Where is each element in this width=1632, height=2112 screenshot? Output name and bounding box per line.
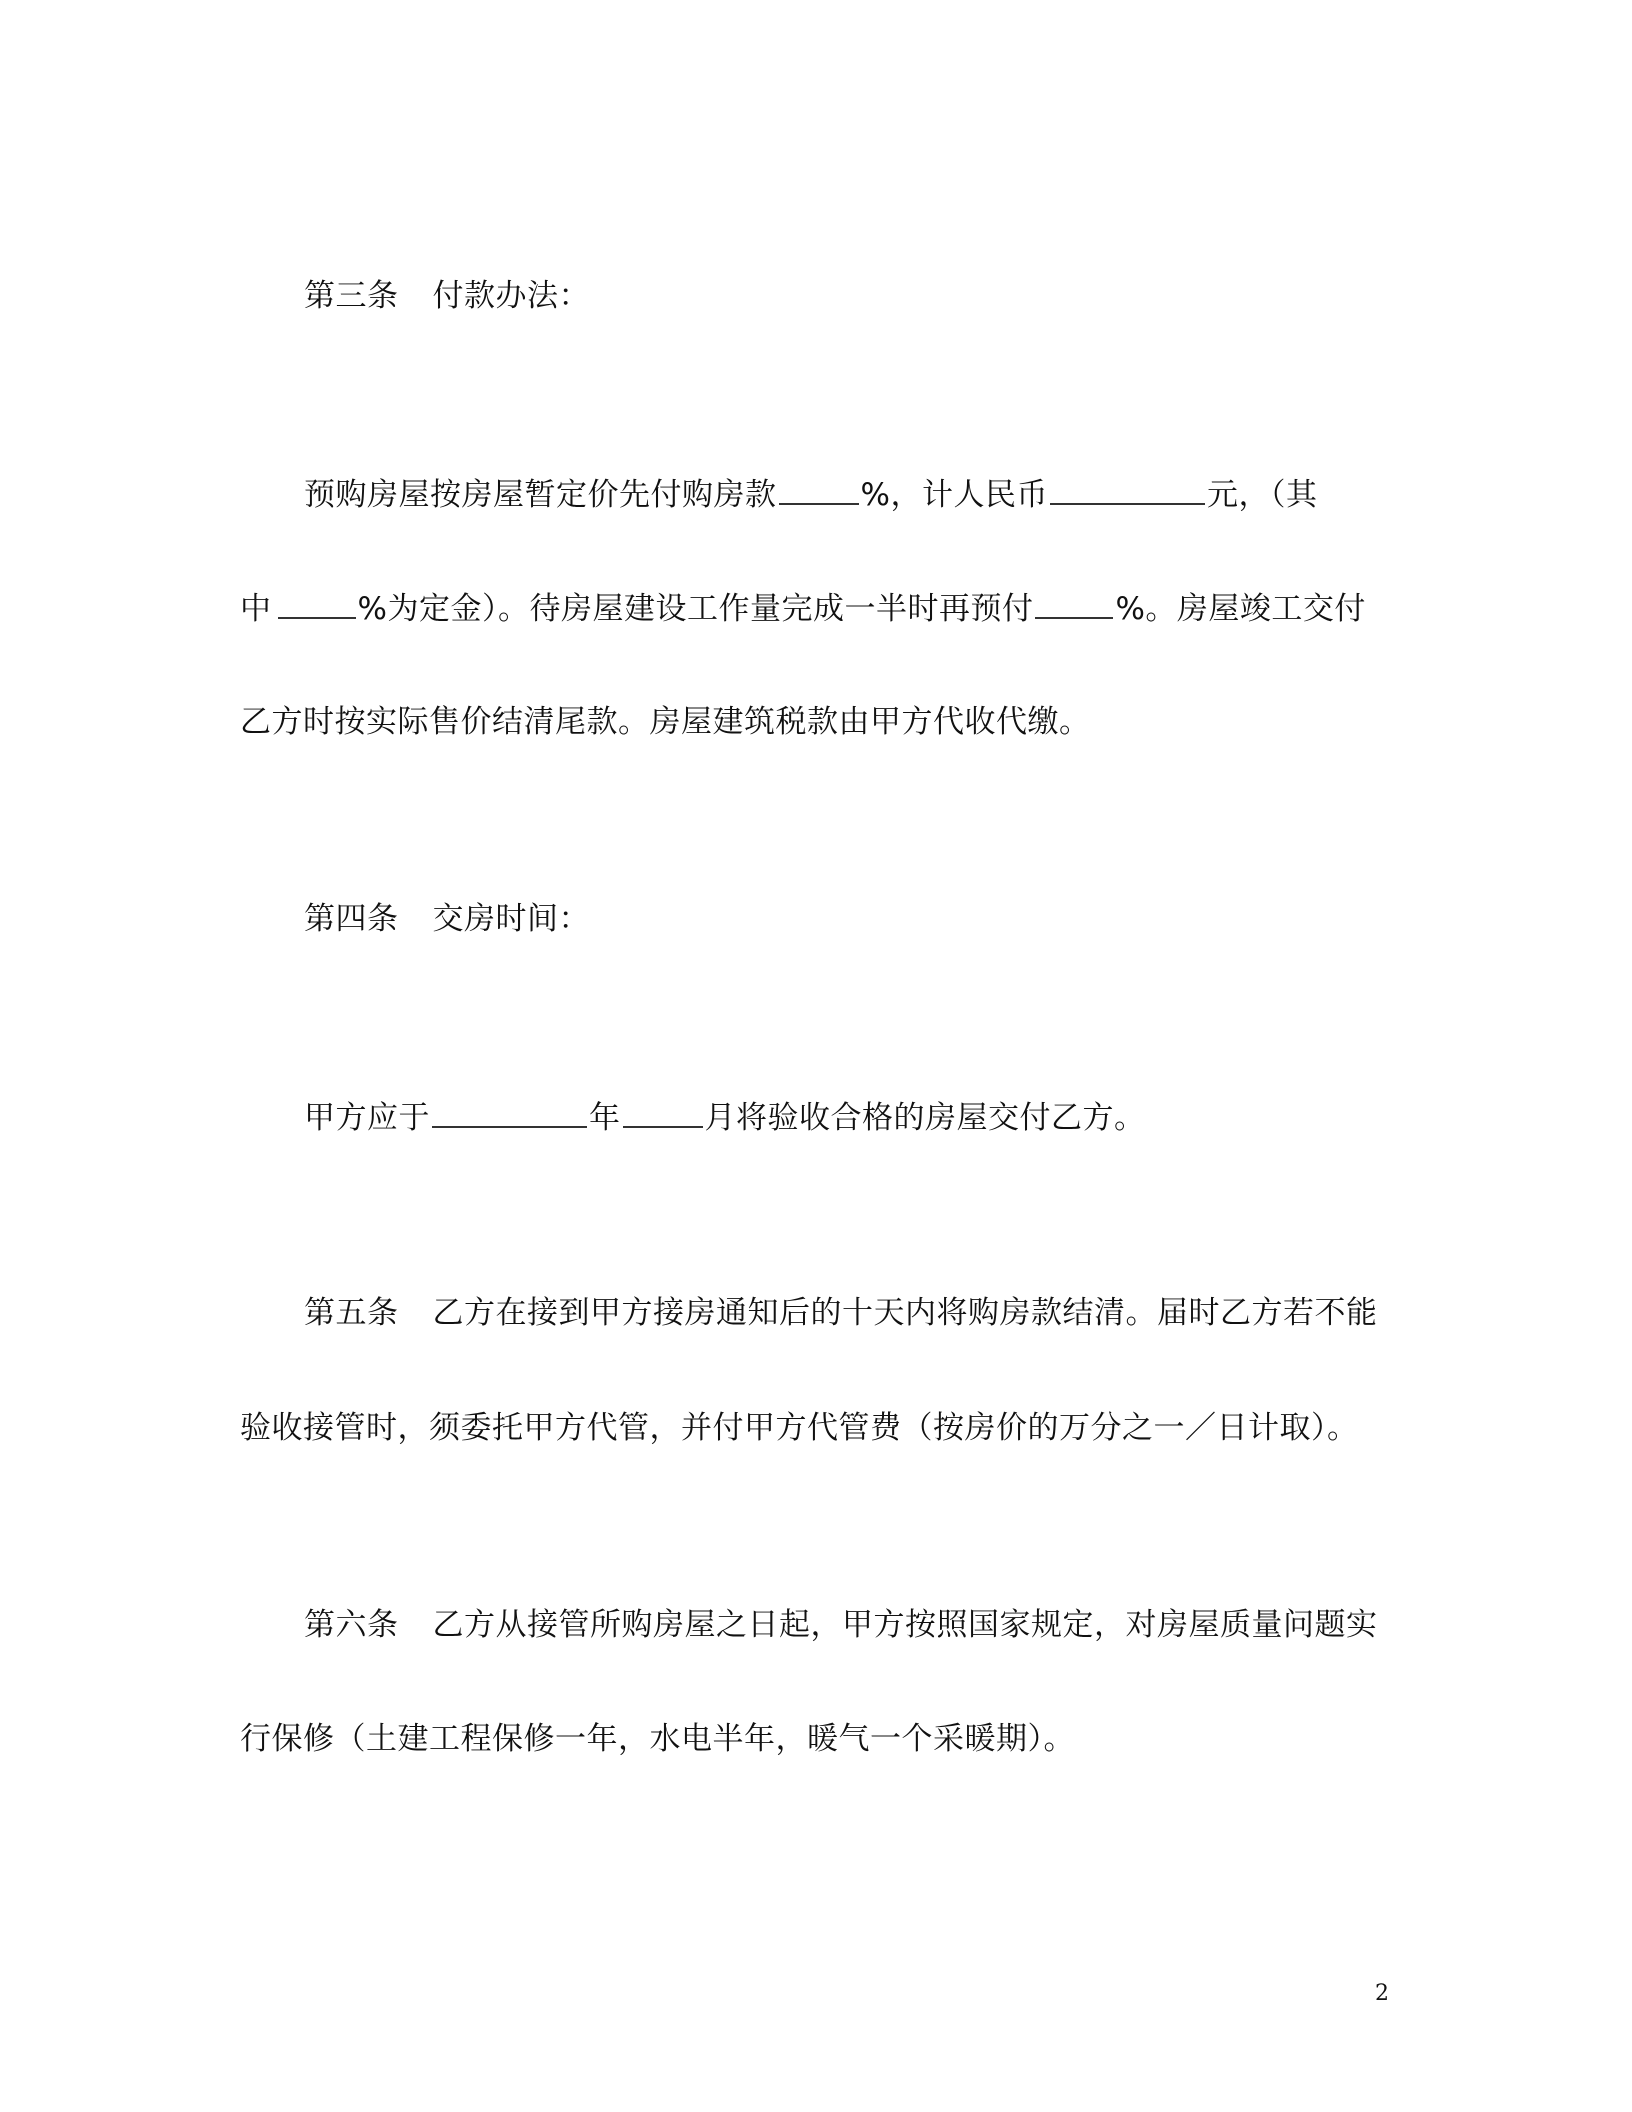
blank-field-year [432,1096,587,1128]
blank-field-deposit-percent [278,587,356,619]
delivery-text-1: 甲方应于 [304,1100,430,1136]
article-3-number: 第三条 [304,278,399,314]
payment-text-3: 元，（其 [1206,477,1318,513]
payment-line-2 [240,587,1400,629]
article-5-line-1 [304,1293,1464,1333]
blank-field-amount [1050,473,1205,505]
payment-text-5: %为定金）。待房屋建设工作量完成一半时再预付 [357,591,1034,627]
delivery-line [304,1096,1464,1138]
article-6-line-2: 行保修（土建工程保修一年，水电半年，暖气一个采暖期）。 [240,1721,1075,1757]
article-6-text-1: 乙方从接管所购房屋之日起，甲方按照国家规定，对房屋质量问题实 [432,1607,1378,1643]
article-3-heading-line [304,276,1464,316]
payment-text-6: %。房屋竣工交付 [1115,591,1366,627]
article-4-title: 交房时间： [432,901,590,937]
delivery-text-3: 月将验收合格的房屋交付乙方。 [704,1100,1146,1136]
article-3-title: 付款办法： [432,278,590,314]
payment-line-1 [304,473,1464,515]
page-number: 2 [1375,1981,1389,2006]
article-5-number: 第五条 [304,1295,399,1331]
payment-text-4: 中 [240,591,272,627]
payment-text-1: 预购房屋按房屋暂定价先付购房款 [304,477,777,513]
article-6-line-1 [304,1605,1464,1645]
payment-line-3: 乙方时按实际售价结清尾款。房屋建筑税款由甲方代收代缴。 [240,704,1091,740]
delivery-text-2: 年 [589,1100,621,1136]
blank-field-percent-2 [1035,587,1113,619]
blank-field-percent-1 [779,473,859,505]
article-6-number: 第六条 [304,1607,399,1643]
payment-text-2: %，计人民币 [860,477,1048,513]
blank-field-month [623,1096,703,1128]
article-5-text-1: 乙方在接到甲方接房通知后的十天内将购房款结清。届时乙方若不能 [432,1295,1378,1331]
article-4-heading-line [304,899,1464,939]
article-4-number: 第四条 [304,901,399,937]
article-5-line-2: 验收接管时，须委托甲方代管，并付甲方代管费（按房价的万分之一／日计取）。 [240,1410,1359,1446]
